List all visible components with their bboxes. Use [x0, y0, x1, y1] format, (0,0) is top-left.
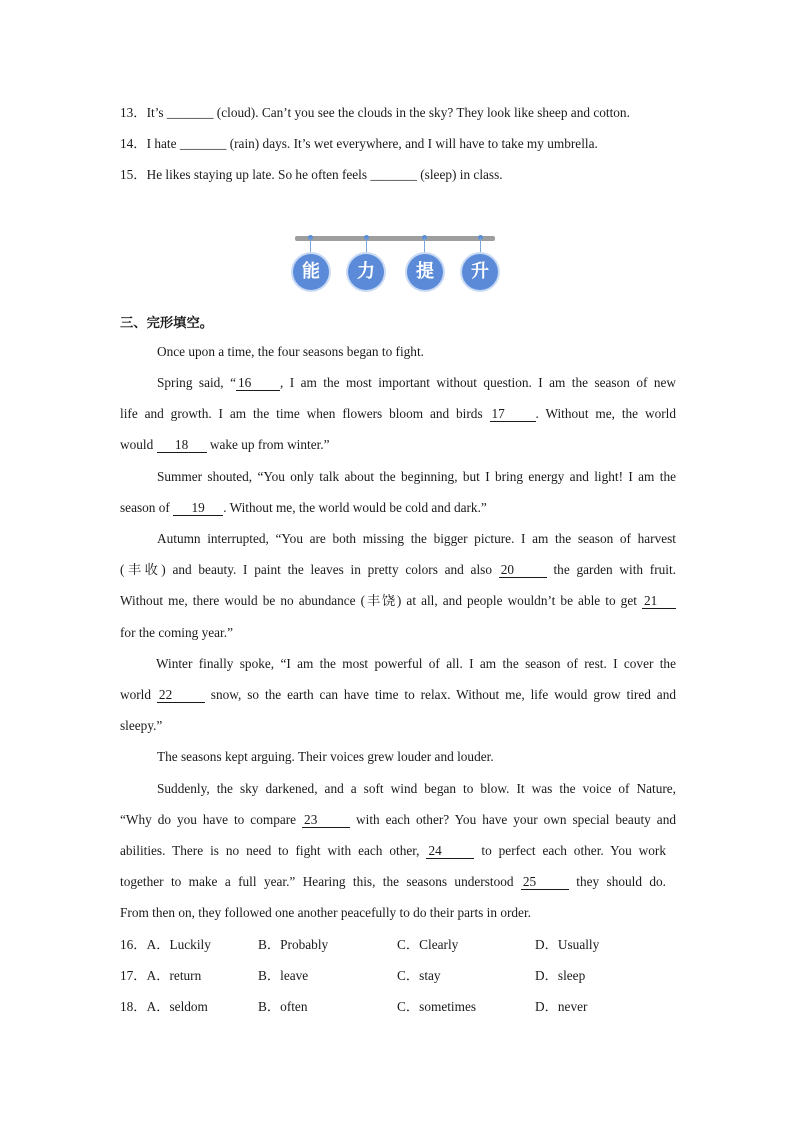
passage-text: would [120, 437, 157, 452]
question-13 [120, 104, 676, 122]
passage-line: The seasons kept arguing. Their voices grew louder and louder. [157, 749, 494, 764]
passage-text: , I am the most important without question. I am the season of new [279, 375, 676, 390]
blank-20[interactable]: 20 [499, 563, 547, 578]
question-text: He likes staying up late. So he often feels [146, 167, 371, 182]
passage-line [120, 592, 676, 610]
passage-line [120, 561, 676, 579]
passage-text: “Why do you have to compare [120, 812, 303, 827]
passage-text: to perfect each other. You work [474, 843, 666, 858]
banner-char: 力 [348, 254, 384, 290]
option-c[interactable]: C．sometimes [397, 999, 477, 1014]
section-heading: 三、完形填空。 [120, 316, 214, 331]
passage-line [120, 499, 676, 517]
ability-banner [290, 232, 500, 296]
passage-text: . Without me, the world [535, 406, 676, 421]
passage-text: (丰收) and beauty. I paint the leaves in pretty colors and also [120, 562, 499, 577]
option-c[interactable]: C．stay [397, 968, 441, 983]
passage-line [120, 405, 676, 423]
banner-char: 升 [462, 254, 498, 290]
option-d[interactable]: D．never [535, 999, 588, 1014]
passage-line [157, 374, 676, 392]
passage-text: season of [120, 500, 174, 515]
answer-blank[interactable]: _______ [166, 105, 214, 120]
option-d[interactable]: D．Usually [535, 937, 600, 952]
option-b[interactable]: B．often [258, 999, 308, 1014]
banner-char: 能 [293, 254, 329, 290]
blank-17[interactable]: 17 [490, 407, 536, 422]
passage-line [120, 811, 676, 829]
passage-line [120, 842, 666, 860]
blank-21[interactable]: 21 [642, 594, 676, 609]
question-text: (sleep) in class. [416, 167, 503, 182]
passage-text: . Without me, the world would be cold and dark.” [223, 500, 487, 515]
passage-text: wake up from winter.” [206, 437, 330, 452]
banner-bar [295, 236, 495, 241]
passage-line: sleepy.” [120, 718, 163, 733]
passage-line [120, 873, 666, 891]
passage-text: together to make a full year.” Hearing this, the seasons understood [120, 874, 521, 889]
banner-char: 提 [407, 254, 443, 290]
passage-text: world [120, 687, 157, 702]
option-a[interactable]: A．Luckily [146, 937, 211, 952]
question-text: (rain) days. It’s wet everywhere, and I will have to take my umbrella. [226, 136, 598, 151]
passage-text: Without me, there would be no abundance (丰饶) at all, and people wouldn’t be able to get [120, 593, 642, 608]
question-number: 13． [120, 105, 147, 120]
passage-line: Winter finally spoke, “I am the most powerful of all. I am the season of rest. I cover the [156, 656, 676, 671]
blank-23[interactable]: 23 [302, 813, 350, 828]
option-d[interactable]: D．sleep [535, 968, 586, 983]
passage-line: Once upon a time, the four seasons began to fight. [157, 344, 424, 359]
passage-text: Spring said, “ [157, 375, 236, 390]
question-14 [120, 135, 676, 153]
passage-line: From then on, they followed one another peacefully to do their parts in order. [120, 905, 531, 920]
passage-line: for the coming year.” [120, 625, 233, 640]
passage-line: Suddenly, the sky darkened, and a soft wind began to blow. It was the voice of Nature, [157, 781, 676, 796]
passage-text: the garden with fruit. [546, 562, 676, 577]
passage-line [120, 436, 676, 454]
answer-blank[interactable]: _______ [179, 136, 227, 151]
passage-line: Autumn interrupted, “You are both missing the bigger picture. I am the season of harvest [157, 531, 676, 546]
blank-18[interactable]: 18 [157, 438, 207, 453]
option-b[interactable]: B．Probably [258, 937, 329, 952]
passage-text: they should do. [568, 874, 667, 889]
blank-25[interactable]: 25 [521, 875, 569, 890]
question-text: (cloud). Can’t you see the clouds in the sky? They look like sheep and cotton. [213, 105, 630, 120]
option-c[interactable]: C．Clearly [397, 937, 459, 952]
answer-blank[interactable]: _______ [370, 167, 417, 182]
passage-line [120, 686, 676, 704]
question-text: It’s [146, 105, 167, 120]
question-15 [120, 166, 676, 184]
passage-text: snow, so the earth can have time to relax. Without me, life would grow tired and [204, 687, 676, 702]
option-b[interactable]: B．leave [258, 968, 309, 983]
option-number: 18． [120, 999, 147, 1014]
option-number: 17． [120, 968, 147, 983]
passage-line: Summer shouted, “You only talk about the beginning, but I bring energy and light! I am the [157, 469, 676, 484]
question-number: 15． [120, 167, 147, 182]
question-number: 14． [120, 136, 147, 151]
blank-19[interactable]: 19 [173, 501, 223, 516]
blank-24[interactable]: 24 [426, 844, 474, 859]
blank-22[interactable]: 22 [157, 688, 205, 703]
passage-text: abilities. There is no need to fight with each other, [120, 843, 427, 858]
option-a[interactable]: A．seldom [146, 999, 208, 1014]
blank-16[interactable]: 16 [236, 376, 280, 391]
passage-text: with each other? You have your own special beauty and [350, 812, 676, 827]
question-text: I hate [146, 136, 180, 151]
option-a[interactable]: A．return [146, 968, 202, 983]
passage-text: life and growth. I am the time when flowers bloom and birds [120, 406, 490, 421]
option-number: 16． [120, 937, 147, 952]
